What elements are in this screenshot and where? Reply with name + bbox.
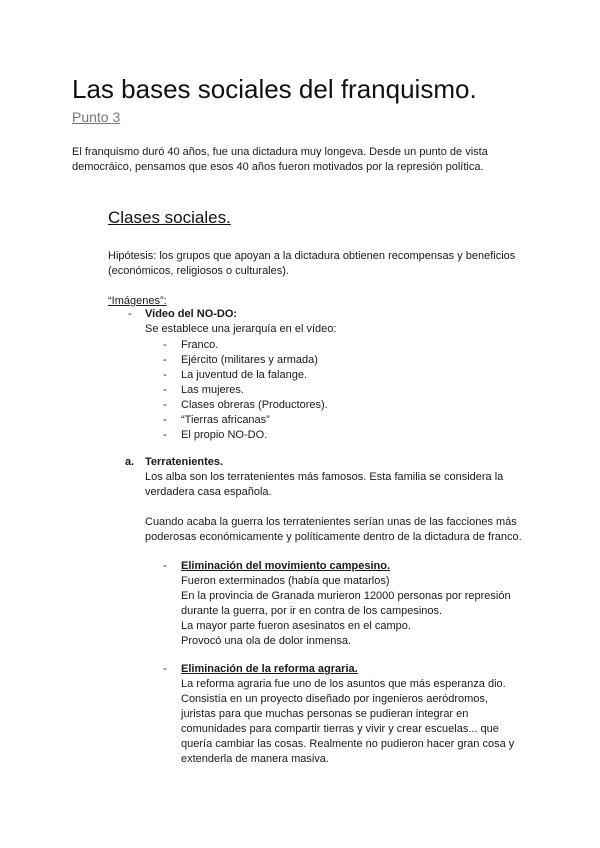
list-bullet: - (163, 399, 167, 411)
section-heading: Clases sociales. (108, 208, 231, 227)
list-bullet: - (163, 414, 167, 426)
paragraph-line: Consistía en un proyecto diseñado por ingenieros aeródromos, (181, 693, 488, 705)
paragraph-line: extenderla de manera masiva. (181, 753, 329, 765)
list-item: Franco. (181, 339, 219, 351)
paragraph-line: La mayor parte fueron asesinatos en el campo. (181, 620, 411, 632)
list-item: “Tierras africanas” (181, 414, 270, 426)
list-bullet: - (163, 339, 167, 351)
list-bullet: - (163, 663, 167, 675)
list-bullet: - (163, 354, 167, 366)
hypothesis-line: (económicos, religiosos o culturales). (108, 265, 289, 277)
video-line: Se establece una jerarquía en el vídeo: (145, 323, 337, 335)
paragraph-line: Provocó una ola de dolor inmensa. (181, 635, 351, 647)
sub2-heading: Eliminación de la reforma agraria. (181, 663, 358, 675)
hypothesis-line: Hipótesis: los grupos que apoyan a la dictadura obtienen recompensas y beneficios (108, 250, 516, 262)
video-heading: Video del NO-DO: (145, 308, 238, 320)
sub1-heading: Eliminación del movimiento campesino. (181, 560, 391, 572)
paragraph-line: juristas para que muchas personas se pudieran integrar en (181, 708, 469, 720)
paragraph-line: Fueron exterminados (había que matarlos) (181, 575, 390, 587)
list-bullet: - (163, 369, 167, 381)
images-label: “Imágenes”: (108, 295, 167, 307)
sub1-heading-text: Eliminación del movimiento campesino (181, 560, 387, 572)
paragraph-line: Los alba son los terratenientes más famosos. Esta familia se considera la (145, 471, 504, 483)
list-item: Las mujeres. (181, 384, 244, 396)
section-a-heading: Terratenientes. (145, 456, 224, 468)
list-bullet: - (163, 429, 167, 441)
list-item: Ejército (militares y armada) (181, 354, 318, 366)
list-item: El propio NO-DO. (181, 429, 268, 441)
list-bullet: - (163, 384, 167, 396)
paragraph-line: Cuando acaba la guerra los terratenientes serían unas de las facciones más (145, 516, 517, 528)
list-item: La juventud de la falange. (181, 369, 307, 381)
list-item: Clases obreras (Productores). (181, 399, 328, 411)
paragraph-line: durante la guerra, por ir en contra de los campesinos. (181, 605, 443, 617)
paragraph-line: verdadera casa española. (145, 486, 272, 498)
sub2-heading-text: Eliminación de la reforma agraria (181, 663, 355, 675)
section-a-marker: a. (125, 456, 135, 468)
intro-line: democráico, pensamos que esos 40 años fueron motivados por la represión política. (72, 161, 484, 173)
list-bullet: - (163, 560, 167, 572)
paragraph-line: quería cambiar las cosas. Realmente no pudieron hacer gran cosa y (181, 738, 515, 750)
paragraph-line: poderosas económicamente y políticamente dentro de la dictadura de franco. (145, 531, 522, 543)
intro-line: El franquismo duró 40 años, fue una dictadura muy longeva. Desde un punto de vista (72, 146, 488, 158)
paragraph-line: La reforma agraria fue uno de los asuntos que más esperanza dio. (181, 678, 506, 690)
page-subtitle: Punto 3 (72, 109, 121, 125)
paragraph-line: En la provincia de Granada murieron 12000 personas por represión (181, 590, 511, 602)
list-bullet: - (128, 308, 132, 320)
page-title: Las bases sociales del franquismo. (72, 74, 477, 104)
paragraph-line: comunidades para compartir tierras y vivir y crear escuelas... que (181, 723, 499, 735)
